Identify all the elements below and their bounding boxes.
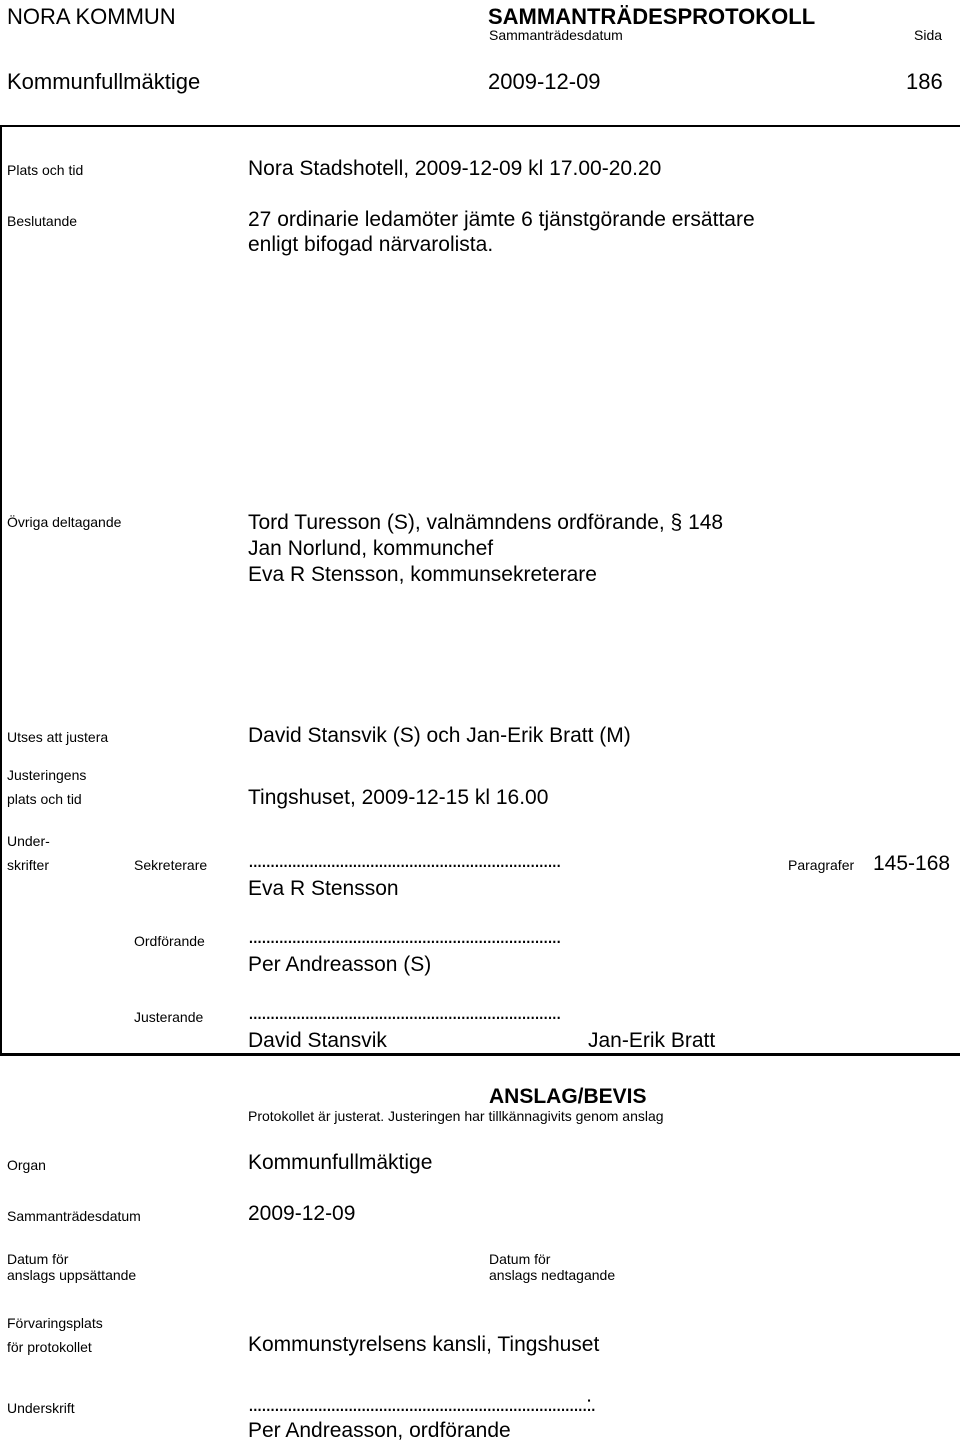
storage-value: Kommunstyrelsens kansli, Tingshuset [248,1333,600,1356]
signatures-label-1: Under- [7,833,50,849]
adjust-label: Utses att justera [7,729,109,745]
section-divider [0,1053,960,1056]
chair-role: Ordförande [134,933,205,949]
adjust-value: David Stansvik (S) och Jan-Erik Bratt (M) [248,724,631,747]
left-rule [0,125,2,1055]
chair-signature-line: ........................................................................ [248,925,561,948]
others-label: Övriga deltagande [7,514,122,530]
final-signature-name: Per Andreasson, ordförande [248,1419,511,1442]
meeting-date: 2009-12-09 [488,69,601,94]
secretary-role: Sekreterare [134,857,208,873]
final-signature-line: ..............................................................................:. [248,1393,595,1416]
notice-text: Protokollet är justerat. Justeringen har tillkännagivits genom anslag [248,1108,664,1124]
storage-label-1: Förvaringsplats [7,1315,103,1331]
body-name: Kommunfullmäktige [7,69,201,94]
posted-label-2: anslags uppsättande [7,1267,137,1283]
deciding-line-2: enligt bifogad närvarolista. [248,233,494,256]
adjusters-signature-line: ........................................................................ [248,1001,561,1024]
secretary-signature-line: ........................................................................ [248,849,561,872]
page-label: Sida [914,27,943,43]
page-number: 186 [906,69,943,94]
signatures-label-2: skrifter [7,857,49,873]
place-label: Plats och tid [7,162,84,178]
notice-date-label: Sammanträdesdatum [7,1208,141,1224]
storage-label-2: för protokollet [7,1339,92,1355]
adjuster-2-name: Jan-Erik Bratt [588,1029,716,1052]
adjusters-role: Justerande [134,1009,204,1025]
top-rule [0,125,960,127]
place-value: Nora Stadshotell, 2009-12-09 kl 17.00-20.20 [248,157,662,180]
removed-label-1: Datum för [489,1251,551,1267]
paragraphs-label: Paragrafer [788,857,855,873]
signature-label: Underskrift [7,1400,75,1416]
adjuster-1-name: David Stansvik [248,1029,387,1052]
deciding-line-1: 27 ordinarie ledamöter jämte 6 tjänstgörande ersättare [248,208,755,231]
paragraphs-value: 145-168 [873,852,951,875]
secretary-name: Eva R Stensson [248,877,399,900]
org-name: NORA KOMMUN [7,4,176,29]
adjust-place-label-1: Justeringens [7,767,87,783]
notice-title: ANSLAG/BEVIS [489,1085,647,1108]
posted-label-1: Datum för [7,1251,69,1267]
other-participant-3: Eva R Stensson, kommunsekreterare [248,563,597,586]
other-participant-1: Tord Turesson (S), valnämndens ordförande, § 148 [248,511,724,534]
deciding-label: Beslutande [7,213,78,229]
chair-name: Per Andreasson (S) [248,953,432,976]
removed-label-2: anslags nedtagande [489,1267,616,1283]
document-title: SAMMANTRÄDESPROTOKOLL [488,4,816,29]
adjust-place-label-2: plats och tid [7,791,82,807]
notice-date-value: 2009-12-09 [248,1202,356,1225]
organ-label: Organ [7,1157,46,1173]
other-participant-2: Jan Norlund, kommunchef [248,537,494,560]
organ-value: Kommunfullmäktige [248,1151,433,1174]
date-label: Sammanträdesdatum [489,27,623,43]
adjust-place-value: Tingshuset, 2009-12-15 kl 16.00 [248,786,549,809]
